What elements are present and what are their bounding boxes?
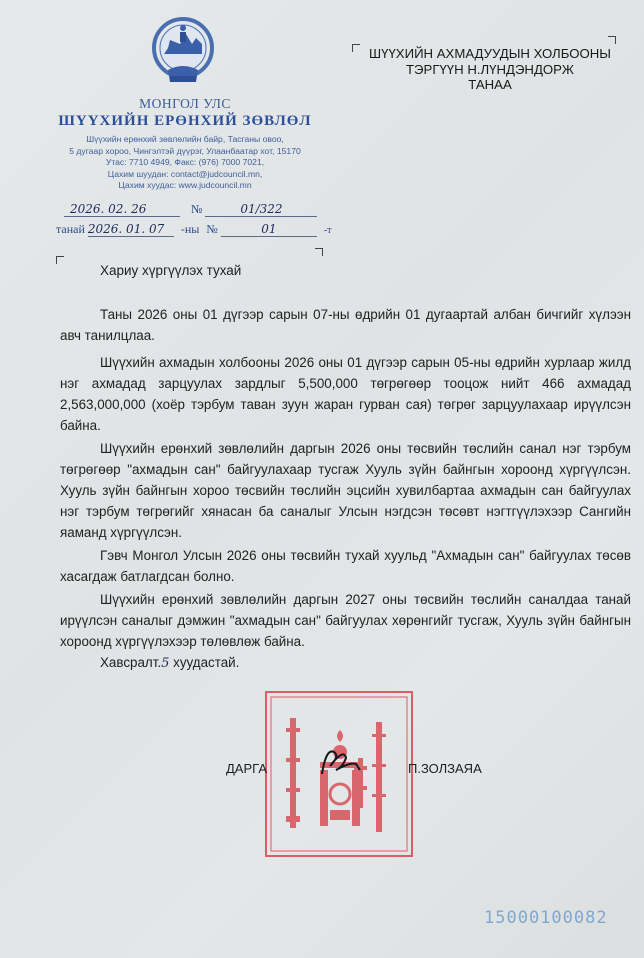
outgoing-reference-line [64,202,317,217]
recipient-block [340,46,640,93]
body-paragraph-5: Шүүхийн ерөнхий зөвлөлийн даргын 2027 оны төсвийн төслийн саналдаа танай ирүүлсэн саналыг дэмжин "ахмадын сан" байгуулах хөрөнгийг тусгаж, Хууль зүйн байнгын хороонд хүргүүлэхээр төлөвлөж байна. [60,592,631,649]
number-label: № [191,202,203,216]
recipient-organization: ШҮҮХИЙН АХМАДУУДЫН ХОЛБООНЫ [369,46,611,61]
address-line-1: Шүүхийн ерөнхий зөвлөлийн байр, Тасганы овоо, [86,134,284,144]
body-paragraph-3: Шүүхийн ерөнхий зөвлөлийн даргын 2026 оны төсвийн төслийн санал нэг тэрбум төгрөгөөр "ахмадын сан" байгуулахаар тусгаж Хууль зүйн байнгын хороонд хүргүүлсэн. Хууль зүйн байнгын хороо төсвийн төслийн эцсийн хувилбартаа ахмадын сан байгуулах нэг тэрбум төгрөгийг хянасан ба саналыг Улсын нэгдсэн төсөвт нэгтгүүлэхээр Сангийн яаманд хүргүүлсэн. [60,441,631,540]
outgoing-date: 2026. 02. 26 [64,202,180,217]
handwritten-signature-icon [316,744,364,778]
attachment-prefix: Хавсралт. [100,655,162,670]
your-label: танай [56,222,85,236]
incoming-date: 2026. 01. 07 [88,222,174,237]
recipient-person: ТЭРГҮҮН Н.ЛҮНДЭНДОРЖ [406,61,574,77]
signatory-title: ДАРГА [226,761,267,776]
signatory-name: П.ЗОЛЗАЯА [408,761,482,776]
phone-fax-line: Утас: 7710 4949, Факс: (976) 7000 7021, [105,157,265,168]
corner-mark [608,36,616,44]
incoming-reference-line [56,222,332,237]
attachment-page-count: 5 [161,656,170,671]
outgoing-number: 01/322 [205,202,317,217]
incoming-end: -т [323,225,332,236]
recipient-addressed: ТАНАА [468,77,512,92]
incoming-number-label: № [206,222,218,236]
letter-subject: Хариу хүргүүлэх тухай [100,263,242,278]
letterhead-contact-block [40,134,330,192]
address-line-2: 5 дугаар хороо, Чингэлтэй дүүрэг, Улаанбаатар хот, 15170 [69,145,301,156]
mongolia-state-emblem-icon [150,14,216,88]
attachment-line [100,655,239,671]
website-line: Цахим хуудас: www.judcouncil.mn [118,180,252,191]
corner-mark [315,248,323,256]
incoming-suffix: -ны [180,222,200,236]
document-serial-number: 15000100082 [484,908,608,928]
body-paragraph-4: Гэвч Монгол Улсын 2026 оны төсвийн тухай хуульд "Ахмадын сан" байгуулах төсөв хасагдаж батлагдсан болно. [60,548,631,584]
letterhead-organization: ШҮҮХИЙН ЕРӨНХИЙ ЗӨВЛӨЛ [58,113,312,129]
letterhead-country: МОНГОЛ УЛС [139,96,231,111]
email-line: Цахим шуудан: contact@judcouncil.mn, [107,168,263,179]
attachment-suffix: хуудастай. [173,655,240,670]
body-paragraph-2: Шүүхийн ахмадын холбооны 2026 оны 01 дүгээр сарын 05-ны өдрийн хурлаар жилд нэг ахмадад зарцуулах зардлыг 5,500,000 төгрөгөөр тооцож нийт 466 ахмадад 2,563,000,000 (хоёр тэрбум таван зуун жаран гурван сая) төгрөг зарцуулахаар ирүүлсэн байна. [60,355,631,433]
body-paragraph-1: Таны 2026 оны 01 дүгээр сарын 07-ны өдрийн 01 дугаартай албан бичгийг хүлээн авч танилцлаа. [60,307,631,343]
corner-mark [56,256,64,264]
incoming-number: 01 [221,222,317,237]
